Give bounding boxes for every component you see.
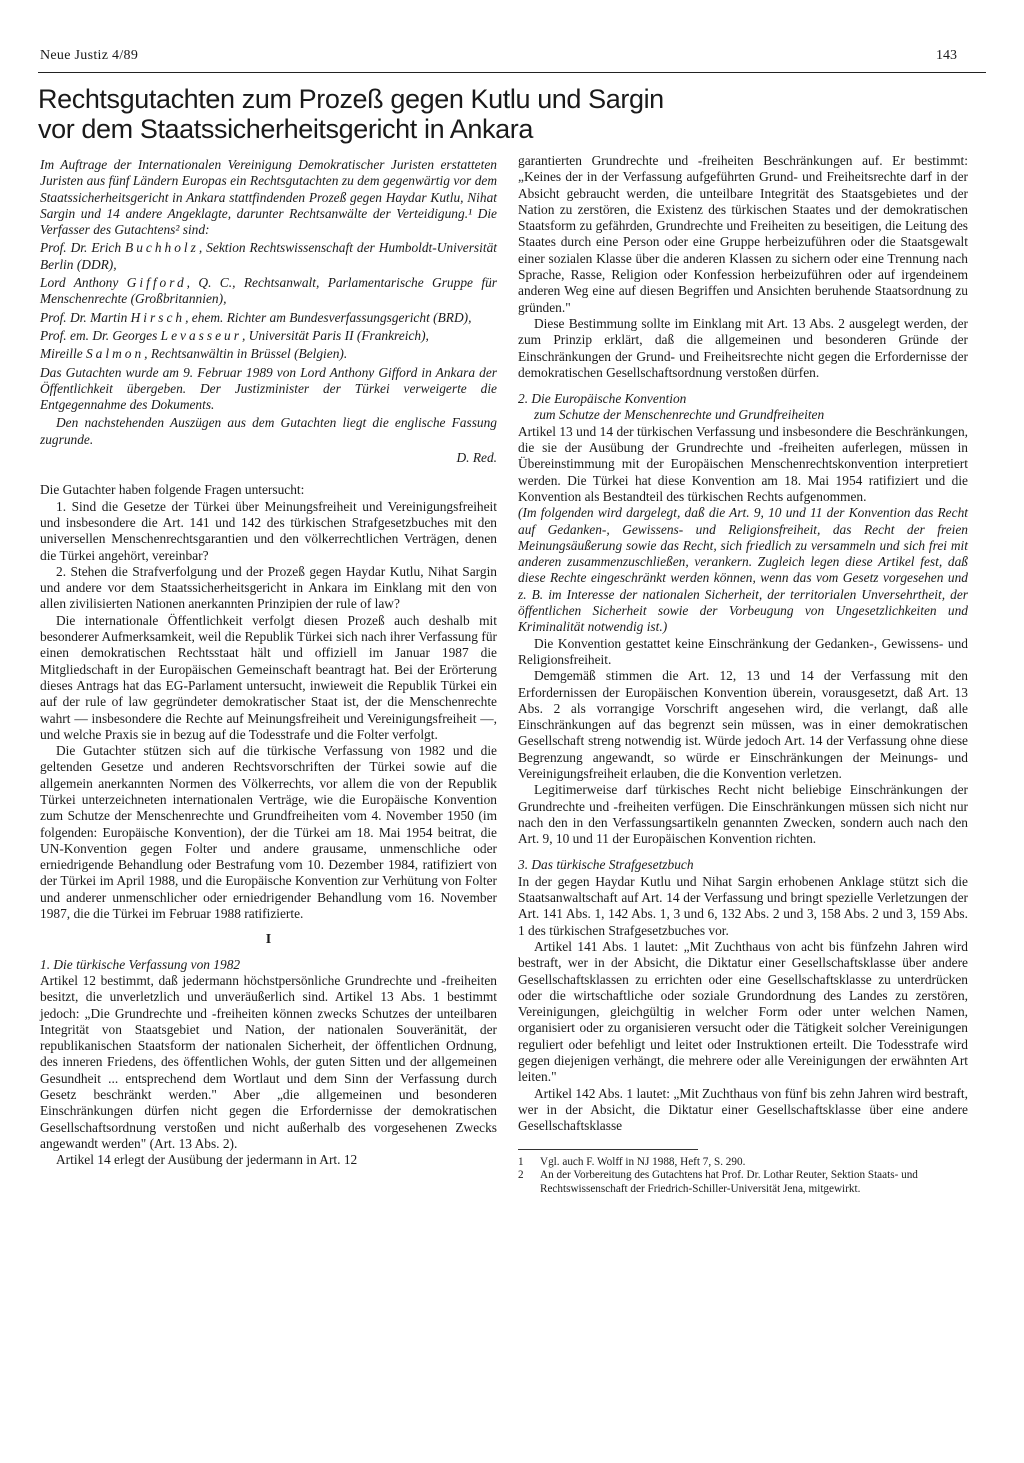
editorial-note: (Im folgenden wird dargelegt, daß die Art. 9, 10 und 11 der Konvention das Recht auf Gedanken-, Gewissens- und Religionsfreiheit, das Recht der freien Meinungsäußerung sowie das Recht, sich friedlich zu versammeln und sich frei mit anderen zusammenzuschließen, verankern. Zugleich legen diese Artikel fest, daß diese Rechte eingeschränkt werden können, wenn das vom Gesetz vorgesehen und z. B. im Interesse der nationalen Sicherheit, der territorialen Unversehrtheit, der öffentlichen Sicherheit sowie der Vorbeugung von Ungesetzlichkeiten und Kriminalität notwendig ist.)	[518, 505, 968, 635]
journal-header: Neue Justiz 4/89	[40, 48, 139, 63]
body-paragraph: garantierten Grundrechte und -freiheiten Beschränkungen auf. Er bestimmt: „Keines der in der Verfassung aufgeführten Grund- und Freiheitsrechte darf in der Absicht gebraucht werden, die unteilbare Integrität des Staatsgebietes und der Nation zu zerstören, die Existenz des türkischen Staates und der demokratischen Staatsform zu gefährden, Grundrechte und Freiheiten zu beseitigen, die Leitung des Staates durch eine Person oder eine Gruppe herbeizuführen oder die Staatsgewalt einer sozialen Klasse über die anderen Klassen zu sichern oder eine Trennung nach Sprache, Rasse, Religion oder Konfession herbeizuführen oder auf irgendeinem anderen Weg eine auf diesen Begriffen und Ansichten beruhende Staatsordnung zu gründen."	[518, 153, 968, 315]
footnote-rule	[518, 1149, 698, 1150]
body-paragraph: Die Gutachter haben folgende Fragen untersucht:	[40, 482, 305, 498]
article-title	[38, 84, 938, 144]
author-entry: Prof. Dr. Erich Buchholz, Sektion Rechtswissenschaft der Humboldt-Universität Berlin (DDR),	[40, 240, 497, 272]
page-number: 143	[936, 48, 957, 63]
right-column	[518, 153, 968, 1196]
body-paragraph: Artikel 13 und 14 der türkischen Verfassung und insbesondere die Beschränkungen, die sie der Ausübung der Grundrechte und -freiheiten auferlegen, müssen in Übereinstimmung mit der Europäischen Menschenrechtskonvention interpretiert werden. Die Türkei hat diese Konvention am 18. Mai 1954 ratifiziert und die Konvention als Bestandteil des türkischen Rechts aufgenommen.	[518, 423, 968, 504]
author-entry: Prof. Dr. Martin Hirsch, ehem. Richter am Bundesverfassungsgericht (BRD),	[40, 309, 472, 325]
footnote-number: 1	[518, 1155, 524, 1168]
editorial-signature-line	[40, 450, 497, 466]
footnote-1	[518, 1156, 968, 1170]
section-heading: 1. Die türkische Verfassung von 1982	[40, 956, 241, 972]
header-rule	[38, 72, 986, 73]
body-paragraph: Artikel 14 erlegt der Ausübung der jedermann in Art. 12	[56, 1152, 358, 1168]
body-paragraph: Artikel 142 Abs. 1 lautet: „Mit Zuchthaus von fünf bis zehn Jahren wird bestraft, wer in der Absicht, die Diktatur einer Gesellschaftsklasse über eine andere Gesellschaftsklasse	[518, 1085, 968, 1134]
author-entry: Lord Anthony Gifford, Q. C., Rechtsanwalt, Parlamentarische Gruppe für Menschenrechte (Großbritannien),	[40, 275, 497, 307]
body-paragraph: Artikel 12 bestimmt, daß jedermann höchstpersönliche Grundrechte und -freiheiten besitzt, die unverletzlich und unveräußerlich sind. Artikel 13 Abs. 1 bestimmt jedoch: „Die Grundrechte und -freiheiten können zwecks Schutzes der unteilbaren Integrität von Staatsgebiet und Nation, der nationalen Souveränität, der republikanischen Staatsform der nationalen Sicherheit, der öffentlichen Ordnung, des inneren Friedens, des öffentlichen Wohls, der guten Sitten und der allgemeinen Gesundheit ... entsprechend dem Wortlaut und dem Sinn der Verfassung durch Gesetz beschränkt werden." Aber „die allgemeinen und besonderen Einschränkungen dürfen nicht gegen die Erfordernisse der demokratischen Gesellschaftsordnung verstoßen und nicht außerhalb des vorgesehenen Zwecks angewandt werden" (Art. 13 Abs. 2).	[40, 972, 497, 1151]
body-paragraph: Die Konvention gestattet keine Einschränkung der Gedanken-, Gewissens- und Religionsfreiheit.	[518, 635, 968, 667]
body-paragraph: 1. Sind die Gesetze der Türkei über Meinungsfreiheit und Vereinigungsfreiheit und insbesondere die Art. 141 und 142 des türkischen Strafgesetzbuches mit den universellen Menschenrechtsgarantien und den völkerrechtlichen Verträgen, denen die Türkei angehört, vereinbar?	[40, 498, 497, 563]
body-paragraph: Die Gutachter stützen sich auf die türkische Verfassung von 1982 und die geltenden Gesetze und anderen Rechtsvorschriften der Türkei sowie auf die allgemein anerkannten Normen des Völkerrechts, vor allem die von der Republik Türkei unterzeichneten internationalen Verträge, wie die Europäische Konvention zum Schutze der Menschenrechte und Grundfreiheiten vom 4. November 1950 (im folgenden: Europäische Konvention), der die Türkei am 18. Mai 1954 beitrat, die UN-Konvention gegen Folter und andere grausame, unmenschliche oder erniedrigende Behandlung oder Bestrafung vom 10. Dezember 1984, ratifiziert von der Türkei im April 1988, und die Europäische Konvention zur Verhütung von Folter und anderer unmenschlicher oder erniedrigender Behandlung vom 16. November 1987, die die Türkei im Februar 1988 ratifizierte.	[40, 743, 497, 922]
body-paragraph: In der gegen Haydar Kutlu und Nihat Sargin erhobenen Anklage stützt sich die Staatsanwaltschaft auf Art. 14 der Verfassung und bringt spezielle Verletzungen der Art. 141 Abs. 1, 142 Abs. 1, 3 und 6, 132 Abs. 2 und 3, 158 Abs. 2 und 3, 159 Abs. 1 des türkischen Strafgesetzbuches vor.	[518, 873, 968, 938]
body-paragraph: Die internationale Öffentlichkeit verfolgt diesen Prozeß auch deshalb mit besonderer Aufmerksamkeit, weil die Republik Türkei sich nach ihrer Verfassung für einen demokratischen Rechtsstaat hält und offiziell im Januar 1987 die Mitgliedschaft in der Europäischen Gemeinschaft beantragt hat. Bei der Erörterung dieses Antrags hat das EG-Parlament untersucht, inwieweit die Republik Türkei ein auf der rule of law gegründeter demokratischer Staat ist, der die Menschenrechte wahrt — insbesondere die Rechte auf Meinungsfreiheit und Vereinigungsfreiheit —, und welche Praxis sie in bezug auf die Todesstrafe und die Folter verfolgt.	[40, 612, 497, 742]
section-heading: 2. Die Europäische Konvention	[518, 391, 687, 407]
section-heading: 3. Das türkische Strafgesetzbuch	[518, 857, 694, 873]
section-roman-numeral: I	[265, 932, 272, 948]
intro-paragraph: Das Gutachten wurde am 9. Februar 1989 von Lord Anthony Gifford in Ankara der Öffentlichkeit übergeben. Der Justizminister der Türkei verweigerte die Entgegennahme des Dokuments.	[40, 364, 497, 413]
author-entry: Mireille Salmon, Rechtsanwältin in Brüssel (Belgien).	[40, 346, 348, 362]
body-paragraph: Artikel 141 Abs. 1 lautet: „Mit Zuchthaus von acht bis fünfzehn Jahren wird bestraft, wer in der Absicht, die Diktatur einer Gesellschaftsklasse über andere Gesellschaftsklassen zu errichten oder eine Gesellschaftsklasse zu unterdrücken oder die wirtschaftliche oder soziale Grundordnung des Landes zu zerstören, Vereinigungen, gleichgültig in welcher Form oder unter welchen Namen, organisiert oder zu organisieren versucht oder die Tätigkeit solcher Vereinigungen reguliert oder befehligt und leitet oder Instruktionen erteilt. Die Todesstrafe wird gegen diejenigen verhängt, die mehrere oder alle Vereinigungen der erwähnten Art leiten."	[518, 938, 968, 1085]
editorial-signature: D. Red.	[456, 450, 497, 466]
author-entry: Prof. em. Dr. Georges Levasseur, Universität Paris II (Frankreich),	[40, 327, 429, 343]
footnote-number: 2	[518, 1169, 524, 1182]
footnote-2	[518, 1169, 968, 1196]
body-paragraph: 2. Stehen die Strafverfolgung und der Prozeß gegen Haydar Kutlu, Nihat Sargin und andere vor dem Staatssicherheitsgericht in Ankara im Einklang mit den von allen zivilisierten Nationen anerkannten Prinzipien der rule of law?	[40, 563, 497, 612]
body-paragraph: Legitimerweise darf türkisches Recht nicht beliebige Einschränkungen der Grundrechte und -freiheiten verfügen. Die Einschränkungen müssen sich nicht nur nach den in den Verfassungsartikeln genannten Zwecken, sondern auch nach den Art. 9, 10 und 11 der Europäischen Konvention richten.	[518, 782, 968, 847]
footnote-text: An der Vorbereitung des Gutachtens hat Prof. Dr. Lothar Reuter, Sektion Staats- und Rechtswissenschaft der Friedrich-Schiller-Universität Jena, mitgewirkt.	[540, 1169, 918, 1195]
editorial-intro	[40, 157, 497, 466]
title-line-2: vor dem Staatssicherheitsgericht in Ankara	[38, 114, 533, 144]
title-line-1: Rechtsgutachten zum Prozeß gegen Kutlu und Sargin	[38, 84, 664, 114]
body-paragraph: Demgemäß stimmen die Art. 12, 13 und 14 der Verfassung mit den Erfordernissen der Europäischen Konvention überein, vorausgesetzt, daß Art. 13 Abs. 2 als vorrangige Vorschrift angesehen wird, die verlangt, daß alle Einschränkungen auf das begrenzt sein müssen, was in einer demokratischen Gesellschaft streng notwendig ist. Würde jedoch Art. 14 der Verfassung ohne diese Begrenzung angewandt, so würde er Einschränkungen der Meinungs- und Vereinigungsfreiheit erlauben, die die Konvention verletzen.	[518, 668, 968, 781]
left-column	[40, 157, 497, 1169]
body-paragraph: Diese Bestimmung sollte im Einklang mit Art. 13 Abs. 2 ausgelegt werden, der zum Prinzip erklärt, daß die allgemeinen und besonderen Gründe der Einschränkungen der Grund- und Freiheitsrechte nicht gegen die Erfordernisse der demokratischen Gesellschaftsordnung verstoßen dürfen.	[518, 315, 968, 380]
intro-paragraph: Den nachstehenden Auszügen aus dem Gutachten liegt die englische Fassung zugrunde.	[40, 415, 497, 447]
section-heading-subline: zum Schutze der Menschenrechte und Grundfreiheiten	[534, 407, 825, 423]
footnote-text: Vgl. auch F. Wolff in NJ 1988, Heft 7, S. 290.	[540, 1155, 746, 1168]
intro-paragraph: Im Auftrage der Internationalen Vereinigung Demokratischer Juristen erstatteten Juristen aus fünf Ländern Europas ein Rechtsgutachten zu dem gegenwärtig vor dem Staatssicherheitsgericht in Ankara stattfindenden Prozeß gegen Haydar Kutlu, Nihat Sargin und 14 andere Angeklagte, darunter Rechtsanwälte der Verteidigung.¹ Die Verfasser des Gutachtens² sind:	[40, 157, 497, 238]
